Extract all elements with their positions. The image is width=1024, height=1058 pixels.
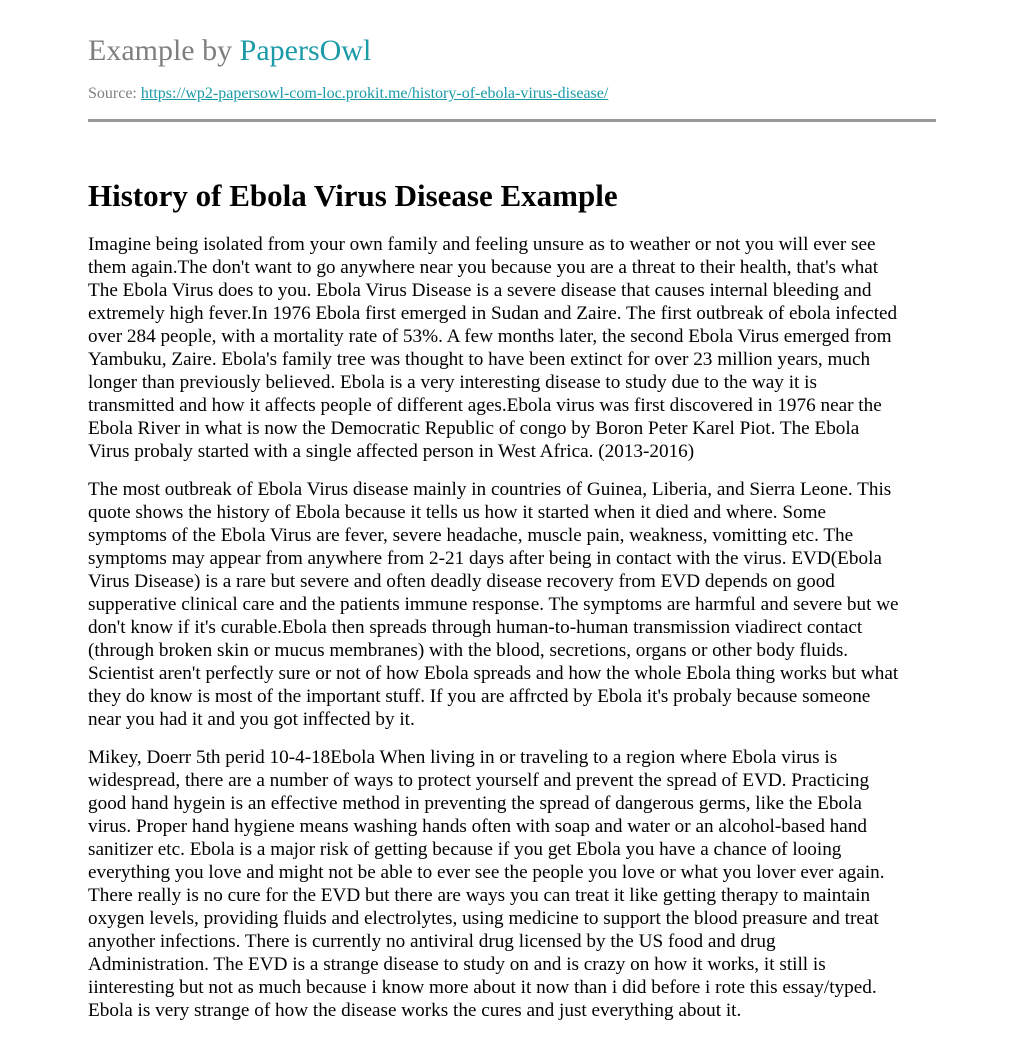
paragraph-line: don't know if it's curable.Ebola then spreads through human-to-human transmission viadirect contact — [88, 617, 863, 638]
paragraph-line: widespread, there are a number of ways to protect yourself and prevent the spread of EVD. Practicing — [88, 770, 870, 791]
paragraph-line: Yambuku, Zaire. Ebola's family tree was thought to have been extinct for over 23 million years, much — [88, 349, 871, 370]
document-page — [88, 0, 936, 1022]
source-link[interactable]: https://wp2-papersowl-com-loc.prokit.me/history-of-ebola-virus-disease/ — [140, 85, 609, 102]
brand-prefix: Example by — [88, 34, 240, 67]
paragraph-1 — [88, 233, 936, 463]
paragraph-line: symptoms of the Ebola Virus are fever, severe headache, muscle pain, weakness, vomitting etc. The — [88, 525, 854, 546]
paragraph-3 — [88, 746, 936, 1022]
paragraph-line: symptoms may appear from anywhere from 2-21 days after being in contact with the virus. EVD(Ebola — [88, 548, 882, 569]
paragraph-line: There really is no cure for the EVD but there are ways you can treat it like getting therapy to maintain — [88, 885, 871, 906]
paragraph-line: Ebola River in what is now the Democratic Republic of congo by Boron Peter Karel Piot. The Ebola — [88, 418, 860, 439]
paragraph-line: supperative clinical care and the patients immune response. The symptoms are harmful and severe but we — [88, 594, 899, 615]
paragraph-line: (through broken skin or mucus membranes) with the blood, secretions, organs or other body fluids. — [88, 640, 849, 661]
paragraph-line: Administration. The EVD is a strange disease to study on and is crazy on how it works, it still is — [88, 954, 826, 975]
header-divider — [88, 119, 936, 122]
brand-name: PapersOwl — [239, 34, 372, 67]
paragraph-line: longer than previously believed. Ebola is a very interesting disease to study due to the way it is — [88, 372, 817, 393]
paragraph-2 — [88, 478, 936, 731]
paragraph-line: quote shows the history of Ebola because it tells us how it started when it died and where. Some — [88, 502, 827, 523]
paragraph-line: Scientist aren't perfectly sure or not of how Ebola spreads and how the whole Ebola thing works but what — [88, 663, 899, 684]
paragraph-line: sanitizer etc. Ebola is a major risk of getting because if you get Ebola you have a chance of looing — [88, 839, 842, 860]
paragraph-line: The most outbreak of Ebola Virus disease mainly in countries of Guinea, Liberia, and Sierra Leone. This — [88, 479, 892, 500]
paragraph-line: Mikey, Doerr 5th perid 10-4-18Ebola When living in or traveling to a region where Ebola virus is — [88, 747, 838, 768]
paragraph-line: The Ebola Virus does to you. Ebola Virus Disease is a severe disease that causes internal bleeding and — [88, 280, 872, 301]
paragraph-line: them again.The don't want to go anywhere near you because you are a threat to their health, that's what — [88, 257, 879, 278]
paragraph-line: Imagine being isolated from your own family and feeling unsure as to weather or not you will ever see — [88, 234, 876, 255]
paragraph-line: oxygen levels, providing fluids and electrolytes, using medicine to support the blood preasure and treat — [88, 908, 879, 929]
paragraph-line: extremely high fever.In 1976 Ebola first emerged in Sudan and Zaire. The first outbreak of ebola infected — [88, 303, 898, 324]
paragraph-line: Virus Disease) is a rare but severe and often deadly disease recovery from EVD depends on good — [88, 571, 835, 592]
paragraph-line: good hand hygein is an effective method in preventing the spread of dangerous germs, like the Ebola — [88, 793, 862, 814]
paragraph-line: over 284 people, with a mortality rate of 53%. A few months later, the second Ebola Virus emerged from — [88, 326, 892, 347]
paragraph-line: they do know is most of the important stuff. If you are affrcted by Ebola it's probaly because someone — [88, 686, 871, 707]
source-line — [88, 84, 936, 104]
paragraph-line: anyother infections. There is currently no antiviral drug licensed by the US food and drug — [88, 931, 776, 952]
paragraph-line: everything you love and might not be able to ever see the people you love or what you lover ever again. — [88, 862, 885, 883]
paragraph-line: virus. Proper hand hygiene means washing hands often with soap and water or an alcohol-based hand — [88, 816, 868, 837]
paragraph-line: iinteresting but not as much because i know more about it now than i did before i rote this essay/typed. — [88, 977, 877, 998]
brand-heading — [88, 33, 936, 69]
paragraph-line: transmitted and how it affects people of different ages.Ebola virus was first discovered in 1976 near the — [88, 395, 882, 416]
article-body — [88, 233, 936, 1022]
article-title: History of Ebola Virus Disease Example — [88, 178, 618, 213]
paragraph-line: Virus probaly started with a single affected person in West Africa. (2013-2016) — [88, 441, 695, 462]
paragraph-line: Ebola is very strange of how the disease works the cures and just everything about it. — [88, 1000, 742, 1021]
paragraph-line: near you had it and you got inffected by it. — [88, 709, 415, 730]
source-label: Source: — [88, 85, 141, 102]
